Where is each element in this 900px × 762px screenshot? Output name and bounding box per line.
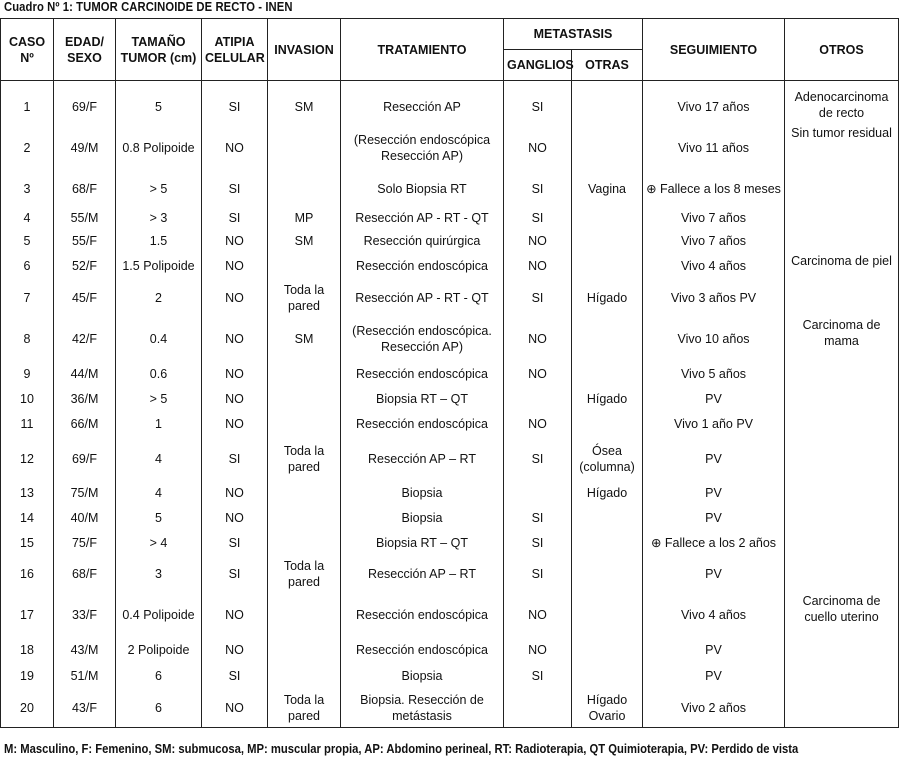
cell-otras	[572, 593, 643, 637]
cell-atipia: NO	[202, 279, 268, 317]
cell-tratamiento: Biopsia	[341, 663, 504, 689]
cell-otras	[572, 505, 643, 531]
cell-tamano: 4	[116, 437, 202, 481]
cell-invasion	[268, 387, 341, 411]
cell-tamano: 0.8 Polipoide	[116, 125, 202, 171]
cell-seguimiento: PV	[643, 663, 785, 689]
cell-tratamiento: Solo Biopsia RT	[341, 171, 504, 207]
cell-ganglios	[504, 387, 572, 411]
cell-seguimiento: PV	[643, 505, 785, 531]
header-tamano-tumor: TAMAÑO TUMOR (cm)	[116, 19, 202, 81]
cell-otras	[572, 207, 643, 229]
table-row	[1, 637, 899, 663]
cell-otros	[785, 207, 899, 229]
cell-invasion	[268, 505, 341, 531]
table-row	[1, 689, 899, 727]
cell-seguimiento: ⊕ Fallece a los 2 años	[643, 531, 785, 555]
cell-edad: 33/F	[54, 593, 116, 637]
header-atipia-celular: ATIPIA CELULAR	[202, 19, 268, 81]
cell-edad: 69/F	[54, 437, 116, 481]
cell-ganglios: SI	[504, 207, 572, 229]
cell-edad: 68/F	[54, 555, 116, 593]
cell-tratamiento: (Resección endoscópica Resección AP)	[341, 125, 504, 171]
table-row	[1, 593, 899, 637]
table-row	[1, 253, 899, 279]
cell-caso: 3	[1, 171, 54, 207]
cell-caso: 18	[1, 637, 54, 663]
cell-ganglios: SI	[504, 437, 572, 481]
cell-atipia: NO	[202, 481, 268, 505]
cell-edad: 44/M	[54, 361, 116, 387]
cell-tratamiento: Biopsia	[341, 505, 504, 531]
cell-tamano: 5	[116, 89, 202, 125]
cell-tamano: > 4	[116, 531, 202, 555]
header-otros: OTROS	[785, 19, 899, 81]
cell-atipia: SI	[202, 531, 268, 555]
cell-seguimiento: Vivo 7 años	[643, 229, 785, 253]
cell-otros: Carcinoma de cuello uterino	[785, 593, 899, 637]
cell-tamano: 3	[116, 555, 202, 593]
cell-caso: 9	[1, 361, 54, 387]
cell-edad: 55/M	[54, 207, 116, 229]
header-otras: OTRAS	[572, 50, 643, 81]
table-row	[1, 411, 899, 437]
cell-atipia: NO	[202, 253, 268, 279]
cell-atipia: SI	[202, 171, 268, 207]
cell-atipia: SI	[202, 207, 268, 229]
cell-caso: 15	[1, 531, 54, 555]
cell-edad: 69/F	[54, 89, 116, 125]
cell-atipia: SI	[202, 555, 268, 593]
cell-seguimiento: PV	[643, 637, 785, 663]
cell-ganglios: NO	[504, 317, 572, 361]
header-invasion: INVASION	[268, 19, 341, 81]
cell-otros	[785, 663, 899, 689]
table-row	[1, 555, 899, 593]
cell-tamano: 1.5	[116, 229, 202, 253]
table-title: Cuadro Nº 1: TUMOR CARCINOIDE DE RECTO - INEN	[4, 0, 293, 14]
cell-invasion: Toda la pared	[268, 689, 341, 727]
cell-invasion	[268, 411, 341, 437]
cell-otras	[572, 555, 643, 593]
cell-tratamiento: Resección endoscópica	[341, 593, 504, 637]
cell-seguimiento: Vivo 2 años	[643, 689, 785, 727]
cell-otras	[572, 361, 643, 387]
cell-tamano: 0.4 Polipoide	[116, 593, 202, 637]
cell-tratamiento: Resección endoscópica	[341, 411, 504, 437]
header-tratamiento: TRATAMIENTO	[341, 19, 504, 81]
cell-atipia: NO	[202, 411, 268, 437]
cell-seguimiento: PV	[643, 481, 785, 505]
cell-edad: 43/F	[54, 689, 116, 727]
cell-ganglios	[504, 689, 572, 727]
cell-tratamiento: Resección AP - RT - QT	[341, 207, 504, 229]
cell-seguimiento: Vivo 17 años	[643, 89, 785, 125]
cell-ganglios: SI	[504, 531, 572, 555]
cell-tamano: 0.6	[116, 361, 202, 387]
cell-otros: Adenocarcinoma de recto	[785, 89, 899, 125]
cell-caso: 19	[1, 663, 54, 689]
cell-seguimiento: Vivo 4 años	[643, 253, 785, 279]
cell-edad: 75/M	[54, 481, 116, 505]
cell-tamano: 6	[116, 663, 202, 689]
cell-edad: 75/F	[54, 531, 116, 555]
cell-atipia: SI	[202, 663, 268, 689]
cell-invasion	[268, 361, 341, 387]
cell-edad: 40/M	[54, 505, 116, 531]
cell-otras: Vagina	[572, 171, 643, 207]
header-metastasis: METASTASIS	[504, 19, 643, 50]
cell-tamano: 1	[116, 411, 202, 437]
cell-ganglios: NO	[504, 125, 572, 171]
cell-atipia: NO	[202, 689, 268, 727]
cell-otros	[785, 171, 899, 207]
cell-otros: Sin tumor residual	[785, 125, 899, 171]
cell-edad: 49/M	[54, 125, 116, 171]
cell-atipia: NO	[202, 505, 268, 531]
cell-atipia: NO	[202, 125, 268, 171]
cell-otras	[572, 531, 643, 555]
cell-invasion: MP	[268, 207, 341, 229]
cell-caso: 11	[1, 411, 54, 437]
table-row	[1, 663, 899, 689]
cell-tratamiento: Resección quirúrgica	[341, 229, 504, 253]
cell-otros	[785, 637, 899, 663]
cell-otras	[572, 411, 643, 437]
cell-seguimiento: Vivo 4 años	[643, 593, 785, 637]
cell-seguimiento: Vivo 11 años	[643, 125, 785, 171]
cell-atipia: NO	[202, 637, 268, 663]
cell-invasion	[268, 253, 341, 279]
cell-ganglios: NO	[504, 411, 572, 437]
cell-otras: Hígado	[572, 481, 643, 505]
cell-caso: 10	[1, 387, 54, 411]
cell-ganglios: SI	[504, 555, 572, 593]
cell-tratamiento: Resección AP	[341, 89, 504, 125]
cell-otros	[785, 555, 899, 593]
cell-ganglios: NO	[504, 637, 572, 663]
cell-tratamiento: Biopsia RT – QT	[341, 387, 504, 411]
cell-seguimiento: Vivo 10 años	[643, 317, 785, 361]
cell-tratamiento: Resección AP – RT	[341, 555, 504, 593]
cell-otros	[785, 437, 899, 481]
cell-tratamiento: Resección endoscópica	[341, 637, 504, 663]
table-row	[1, 481, 899, 505]
cell-tratamiento: Resección endoscópica	[341, 253, 504, 279]
cell-tratamiento: Biopsia. Resección de metástasis	[341, 689, 504, 727]
cell-tamano: 2 Polipoide	[116, 637, 202, 663]
cell-atipia: NO	[202, 593, 268, 637]
cell-edad: 45/F	[54, 279, 116, 317]
cell-tamano: > 5	[116, 171, 202, 207]
cell-otros	[785, 387, 899, 411]
cell-caso: 13	[1, 481, 54, 505]
table-row	[1, 437, 899, 481]
header-seguimiento: SEGUIMIENTO	[643, 19, 785, 81]
cell-tamano: > 3	[116, 207, 202, 229]
table-row	[1, 361, 899, 387]
table-body	[1, 81, 899, 728]
cell-otros	[785, 531, 899, 555]
cell-seguimiento: Vivo 3 años PV	[643, 279, 785, 317]
cell-otros: Carcinoma de mama	[785, 317, 899, 361]
cell-otros	[785, 481, 899, 505]
cell-ganglios: NO	[504, 361, 572, 387]
cell-invasion	[268, 637, 341, 663]
cell-otras	[572, 229, 643, 253]
cell-otras: Hígado	[572, 279, 643, 317]
cell-invasion: Toda la pared	[268, 437, 341, 481]
cell-tamano: > 5	[116, 387, 202, 411]
cell-caso: 4	[1, 207, 54, 229]
cell-ganglios	[504, 481, 572, 505]
cell-invasion: SM	[268, 317, 341, 361]
cell-otras: Hígado	[572, 387, 643, 411]
header-ganglios: GANGLIOS	[504, 50, 572, 81]
cell-seguimiento: PV	[643, 437, 785, 481]
cell-ganglios: SI	[504, 279, 572, 317]
cell-otros	[785, 279, 899, 317]
cell-ganglios: SI	[504, 89, 572, 125]
cell-tratamiento: Resección AP – RT	[341, 437, 504, 481]
cell-tratamiento: Biopsia	[341, 481, 504, 505]
cell-caso: 17	[1, 593, 54, 637]
cell-seguimiento: Vivo 1 año PV	[643, 411, 785, 437]
cell-ganglios: NO	[504, 593, 572, 637]
cell-otros	[785, 505, 899, 531]
carcinoid-tumor-table	[0, 18, 899, 728]
cell-caso: 7	[1, 279, 54, 317]
table-row	[1, 531, 899, 555]
cell-otros	[785, 689, 899, 727]
cell-invasion: Toda la pared	[268, 555, 341, 593]
table-row	[1, 207, 899, 229]
cell-otras: Ósea (columna)	[572, 437, 643, 481]
cell-invasion	[268, 125, 341, 171]
cell-caso: 2	[1, 125, 54, 171]
cell-caso: 8	[1, 317, 54, 361]
cell-tamano: 6	[116, 689, 202, 727]
cell-tamano: 5	[116, 505, 202, 531]
cell-invasion	[268, 531, 341, 555]
cell-atipia: SI	[202, 437, 268, 481]
cell-tratamiento: Resección AP - RT - QT	[341, 279, 504, 317]
cell-ganglios: SI	[504, 171, 572, 207]
cell-seguimiento: Vivo 7 años	[643, 207, 785, 229]
cell-seguimiento: ⊕ Fallece a los 8 meses	[643, 171, 785, 207]
cell-caso: 20	[1, 689, 54, 727]
cell-tratamiento: Biopsia RT – QT	[341, 531, 504, 555]
cell-atipia: NO	[202, 361, 268, 387]
cell-edad: 43/M	[54, 637, 116, 663]
cell-invasion	[268, 171, 341, 207]
table-row	[1, 505, 899, 531]
cell-seguimiento: PV	[643, 387, 785, 411]
cell-tamano: 1.5 Polipoide	[116, 253, 202, 279]
cell-edad: 68/F	[54, 171, 116, 207]
cell-otros: Carcinoma de piel	[785, 253, 899, 279]
table-row	[1, 171, 899, 207]
cell-tamano: 4	[116, 481, 202, 505]
cell-tamano: 0.4	[116, 317, 202, 361]
cell-tratamiento: Resección endoscópica	[341, 361, 504, 387]
cell-ganglios: NO	[504, 253, 572, 279]
table-footnote: M: Masculino, F: Femenino, SM: submucosa, MP: muscular propia, AP: Abdomino perineal, RT: Radioterapia, QT Quimioterapia, PV: Perdido de vista	[4, 742, 799, 756]
cell-atipia: NO	[202, 317, 268, 361]
cell-seguimiento: Vivo 5 años	[643, 361, 785, 387]
cell-ganglios: SI	[504, 663, 572, 689]
cell-caso: 16	[1, 555, 54, 593]
cell-otras	[572, 253, 643, 279]
cell-caso: 1	[1, 89, 54, 125]
cell-caso: 6	[1, 253, 54, 279]
cell-edad: 51/M	[54, 663, 116, 689]
table-row	[1, 229, 899, 253]
cell-otros	[785, 361, 899, 387]
cell-ganglios: NO	[504, 229, 572, 253]
table-row	[1, 387, 899, 411]
cell-caso: 5	[1, 229, 54, 253]
table-row	[1, 279, 899, 317]
cell-invasion: SM	[268, 89, 341, 125]
cell-invasion	[268, 593, 341, 637]
cell-atipia: NO	[202, 387, 268, 411]
cell-edad: 55/F	[54, 229, 116, 253]
table-row	[1, 317, 899, 361]
cell-atipia: NO	[202, 229, 268, 253]
cell-tamano: 2	[116, 279, 202, 317]
cell-atipia: SI	[202, 89, 268, 125]
cell-otras	[572, 637, 643, 663]
cell-otros	[785, 229, 899, 253]
cell-otras	[572, 663, 643, 689]
cell-caso: 14	[1, 505, 54, 531]
cell-invasion	[268, 663, 341, 689]
cell-edad: 42/F	[54, 317, 116, 361]
cell-seguimiento: PV	[643, 555, 785, 593]
cell-invasion	[268, 481, 341, 505]
cell-otras: Hígado Ovario	[572, 689, 643, 727]
header-caso: CASO Nº	[1, 19, 54, 81]
cell-invasion: SM	[268, 229, 341, 253]
cell-ganglios: SI	[504, 505, 572, 531]
table-row	[1, 125, 899, 171]
cell-otras	[572, 125, 643, 171]
header-edad-sexo: EDAD/ SEXO	[54, 19, 116, 81]
cell-edad: 66/M	[54, 411, 116, 437]
table-row	[1, 89, 899, 125]
cell-otros	[785, 411, 899, 437]
cell-otras	[572, 317, 643, 361]
cell-otras	[572, 89, 643, 125]
cell-edad: 36/M	[54, 387, 116, 411]
cell-tratamiento: (Resección endoscópica. Resección AP)	[341, 317, 504, 361]
cell-invasion: Toda la pared	[268, 279, 341, 317]
cell-edad: 52/F	[54, 253, 116, 279]
cell-caso: 12	[1, 437, 54, 481]
